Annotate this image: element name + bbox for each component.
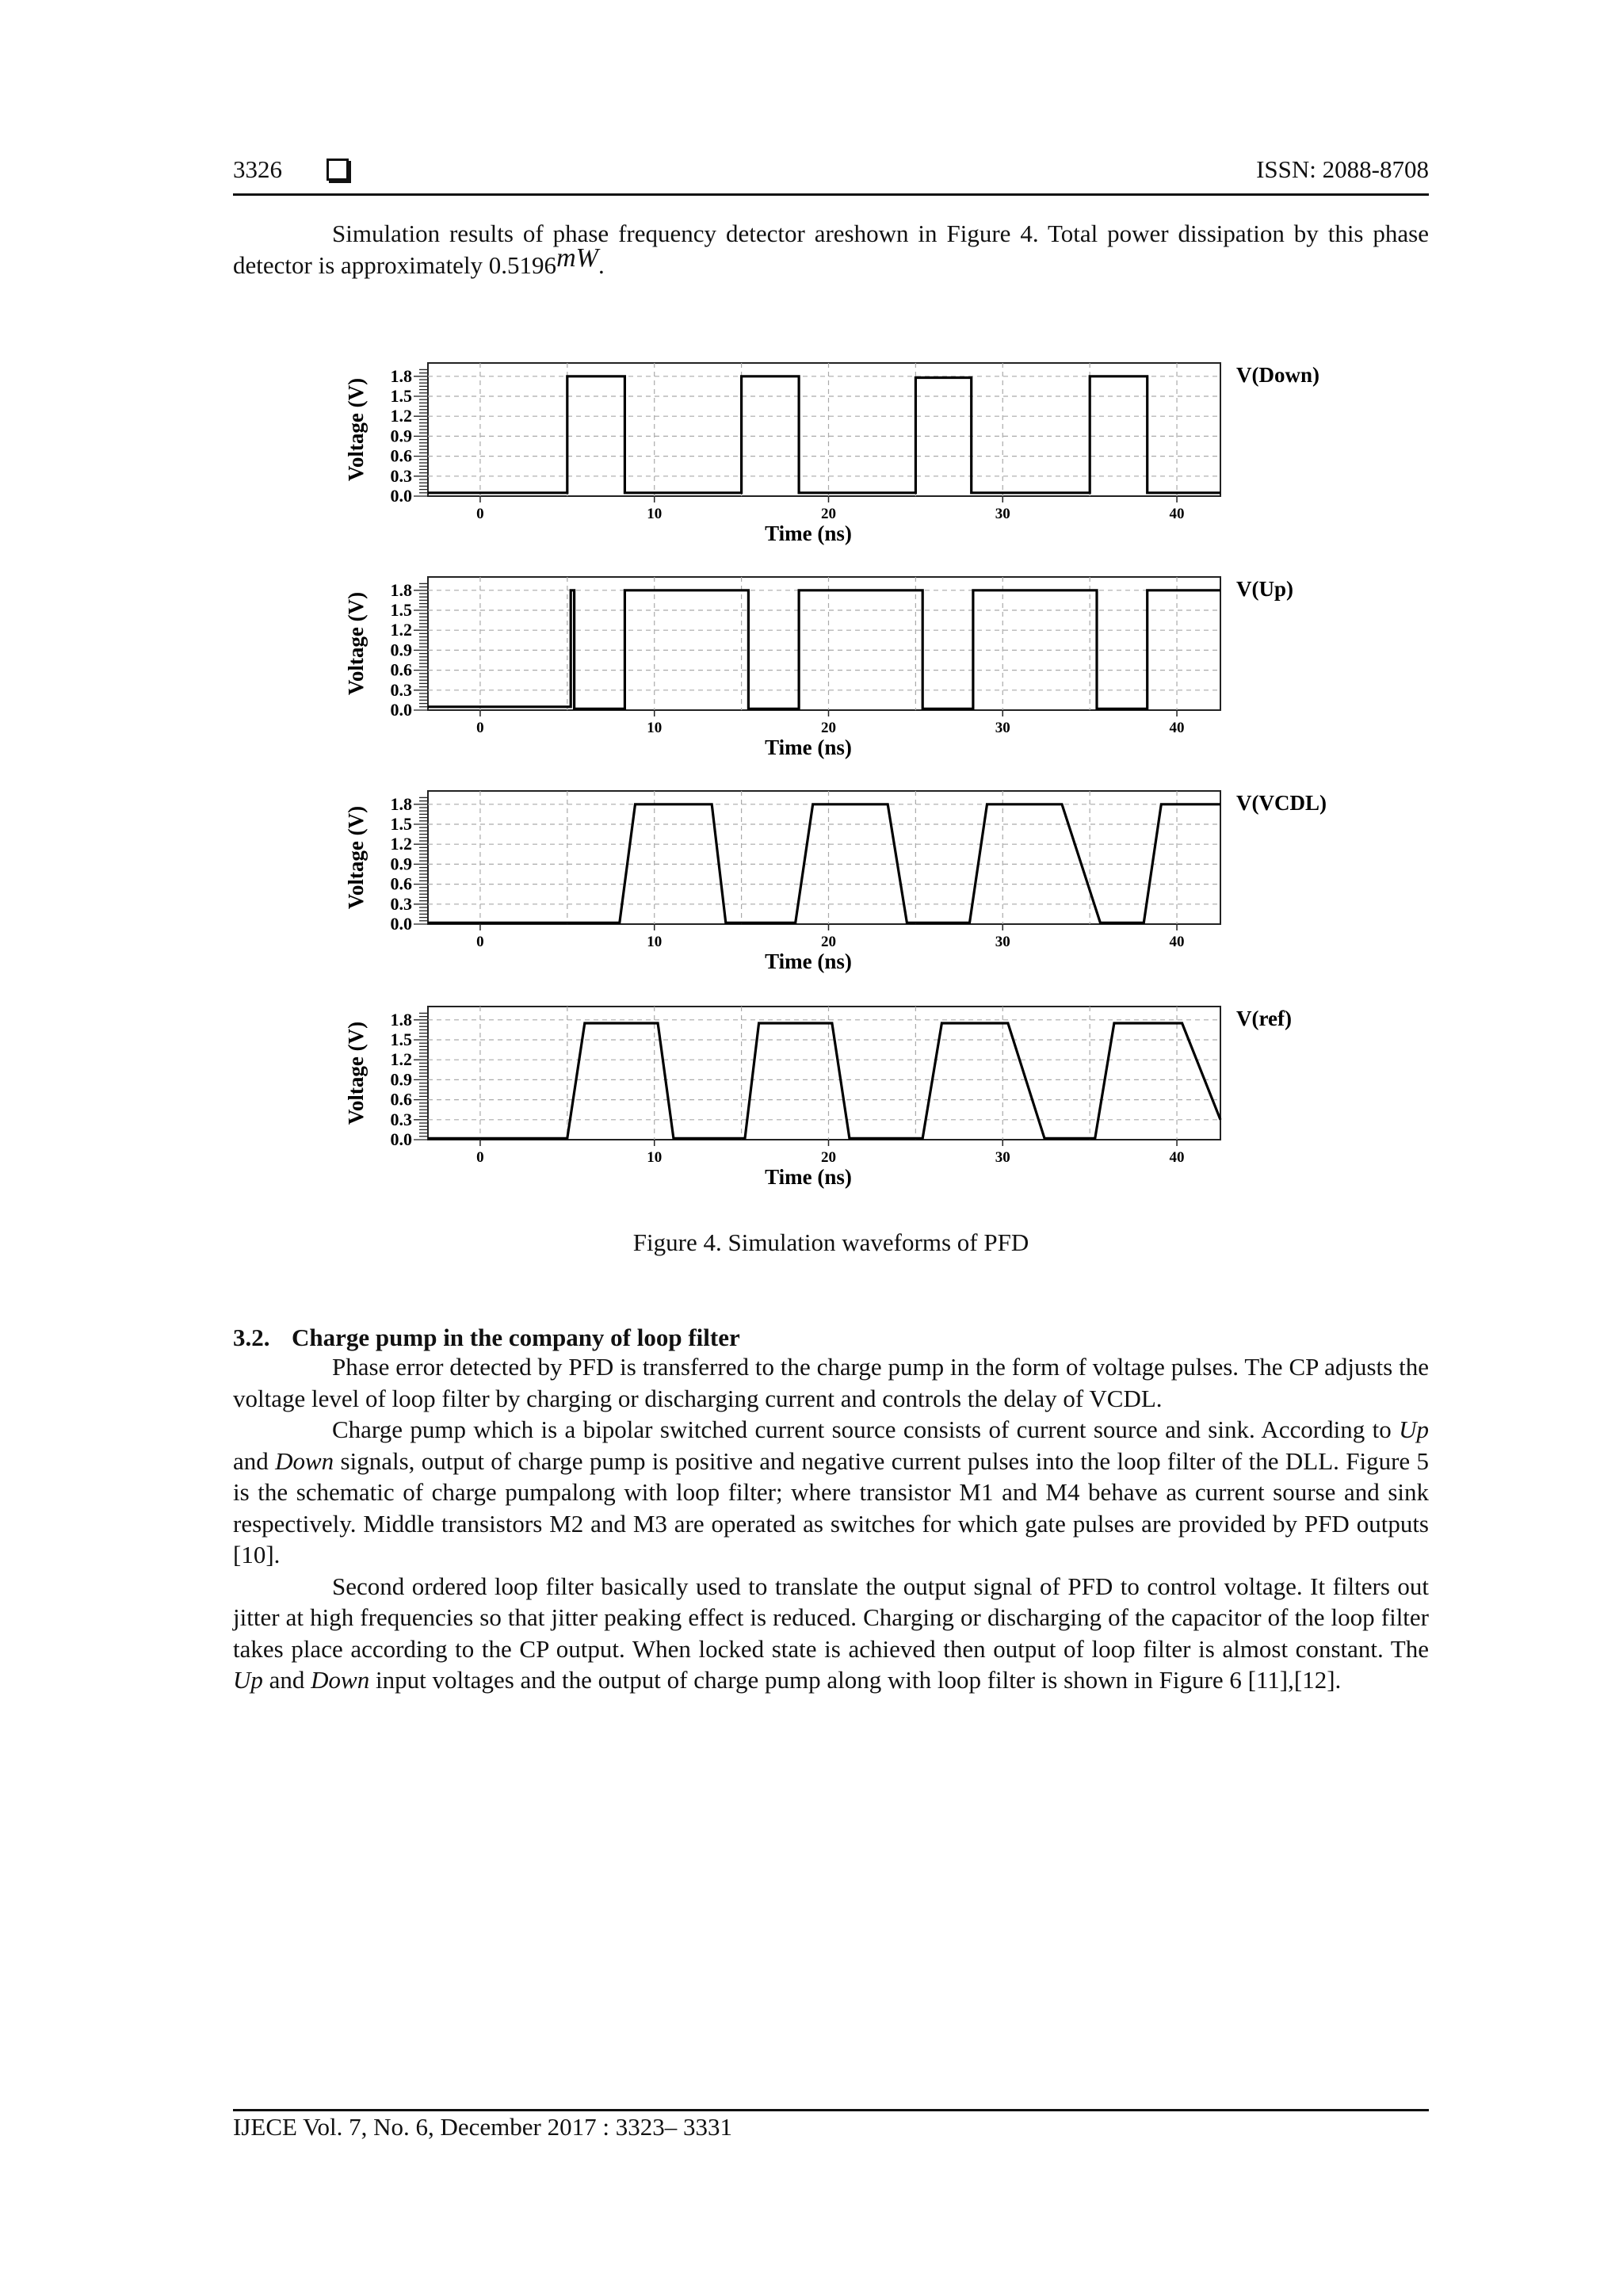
header-rule [233, 193, 1429, 196]
intro-text: Simulation results of phase frequency detector areshown in Figure 4. Total power dissipation by this phase detector is approximately 0.5196 [233, 220, 1429, 279]
y-tick-label: 1.2 [390, 1049, 412, 1070]
y-tick-label: 0.9 [390, 854, 412, 874]
paragraph-2 [233, 1414, 1429, 1571]
paragraph-1: Phase error detected by PFD is transferred to the charge pump in the form of voltage pulses. The CP adjusts the voltage level of loop filter by charging or discharging current and controls the delay of VCDL. [233, 1353, 1429, 1412]
waveform-trace [428, 376, 1220, 493]
x-tick-label: 30 [995, 720, 1010, 736]
y-tick-label: 0.0 [390, 700, 412, 720]
page-footer: IJECE Vol. 7, No. 6, December 2017 : 3323– 3331 [233, 2113, 732, 2141]
y-tick-label: 0.9 [390, 426, 412, 446]
x-tick-label: 0 [476, 720, 484, 736]
waveform-panel-4 [344, 1007, 1292, 1189]
y-tick-label: 1.5 [390, 386, 412, 406]
y-tick-label: 0.6 [390, 1089, 412, 1110]
x-tick-label: 10 [647, 506, 663, 522]
x-tick-label: 20 [820, 934, 836, 950]
y-tick-label: 0.0 [390, 914, 412, 934]
y-tick-label: 1.2 [390, 406, 412, 426]
p2-text-a: Charge pump which is a bipolar switched current source consists of current source and sink. According to [332, 1415, 1400, 1443]
p2-text-b: and [233, 1446, 276, 1475]
x-tick-label: 0 [476, 1149, 484, 1166]
issn-label: ISSN: 2088-8708 [1256, 155, 1429, 183]
figure-caption: Figure 4. Simulation waveforms of PFD [632, 1228, 1029, 1256]
y-tick-label: 1.5 [390, 1030, 412, 1049]
waveform-trace [428, 590, 1220, 709]
waveform-figure [341, 349, 1331, 1205]
x-tick-label: 20 [820, 720, 836, 736]
signal-label: V(ref) [1236, 1007, 1292, 1030]
footer-rule [233, 2109, 1429, 2111]
p2-down: Down [275, 1446, 334, 1475]
y-axis-label: Voltage (V) [344, 377, 368, 482]
y-tick-label: 1.2 [390, 620, 412, 640]
x-tick-label: 40 [1169, 506, 1185, 522]
y-tick-label: 1.8 [390, 579, 412, 600]
x-axis-label: Time (ns) [765, 521, 852, 545]
checkbox-square-icon [327, 159, 349, 181]
y-tick-label: 1.5 [390, 600, 412, 620]
y-tick-label: 0.3 [390, 679, 412, 700]
y-tick-label: 0.0 [390, 1129, 412, 1149]
y-tick-label: 1.8 [390, 365, 412, 386]
y-tick-label: 1.5 [390, 814, 412, 834]
x-tick-label: 30 [995, 1149, 1010, 1166]
x-tick-label: 40 [1169, 720, 1185, 736]
y-tick-label: 0.9 [390, 640, 412, 660]
p2-text-c: signals, output of charge pump is positive and negative current pulses into the loop filter of the DLL. Figure 5 is the schematic of charge pumpalong with loop filter; where transistor M1 and M4 behave as current sourse and sink respectively. Middle transistors M2 and M3 are operated as switches for which gate pulses are provided by PFD outputs [10]. [233, 1446, 1429, 1568]
x-tick-label: 0 [476, 506, 484, 522]
y-tick-label: 0.9 [390, 1069, 412, 1090]
figure-4 [341, 349, 1331, 1205]
y-tick-label: 0.6 [390, 873, 412, 894]
section-body [233, 1351, 1429, 1696]
x-tick-label: 20 [820, 506, 836, 522]
p3-down: Down [311, 1666, 370, 1694]
section-number: 3.2. [233, 1324, 270, 1351]
x-tick-label: 40 [1169, 1149, 1185, 1166]
signal-label: V(Up) [1236, 577, 1293, 601]
signal-label: V(VCDL) [1236, 791, 1327, 815]
page-header [233, 155, 1429, 192]
y-axis-label: Voltage (V) [344, 1021, 368, 1125]
x-tick-label: 10 [647, 934, 663, 950]
x-tick-label: 30 [995, 934, 1010, 950]
x-tick-label: 30 [995, 506, 1010, 522]
y-tick-label: 0.3 [390, 465, 412, 486]
intro-period: . [598, 250, 605, 279]
waveform-panel-1 [344, 363, 1319, 545]
x-axis-label: Time (ns) [765, 735, 852, 759]
y-tick-label: 1.2 [390, 834, 412, 854]
power-unit: mW [556, 243, 598, 273]
y-tick-label: 1.8 [390, 1009, 412, 1030]
y-axis-label: Voltage (V) [344, 805, 368, 910]
y-tick-label: 1.8 [390, 793, 412, 814]
x-tick-label: 0 [476, 934, 484, 950]
y-tick-label: 0.6 [390, 445, 412, 466]
intro-paragraph [233, 218, 1429, 281]
page-number: 3326 [233, 155, 282, 183]
y-axis-label: Voltage (V) [344, 591, 368, 696]
waveform-panel-2 [344, 577, 1293, 759]
paragraph-3 [233, 1571, 1429, 1696]
signal-label: V(Down) [1236, 363, 1319, 387]
x-tick-label: 40 [1169, 934, 1185, 950]
waveform-trace [428, 804, 1220, 923]
x-axis-label: Time (ns) [765, 949, 852, 973]
x-axis-label: Time (ns) [765, 1165, 852, 1189]
x-tick-label: 10 [647, 1149, 663, 1166]
y-tick-label: 0.3 [390, 893, 412, 914]
y-tick-label: 0.6 [390, 659, 412, 680]
p3-text-a: Second ordered loop filter basically used to translate the output signal of PFD to control voltage. It filters out jitter at high frequencies so that jitter peaking effect is reduced. Charging or discharging of the capacitor of the loop filter takes place according to the CP output. When locked state is achieved then output of loop filter is almost constant. The [233, 1572, 1429, 1663]
y-tick-label: 0.3 [390, 1109, 412, 1129]
p3-text-b: and [262, 1666, 311, 1694]
waveform-panel-3 [344, 791, 1327, 973]
section-heading [233, 1324, 740, 1352]
section-title: Charge pump in the company of loop filter [292, 1324, 740, 1351]
x-tick-label: 20 [820, 1149, 836, 1166]
p3-text-c: input voltages and the output of charge pump along with loop filter is shown in Figure 6 [11],[12]. [369, 1666, 1342, 1694]
p2-up: Up [1399, 1415, 1429, 1443]
x-tick-label: 10 [647, 720, 663, 736]
waveform-trace [428, 1023, 1220, 1138]
y-tick-label: 0.0 [390, 486, 412, 506]
p3-up: Up [233, 1666, 263, 1694]
